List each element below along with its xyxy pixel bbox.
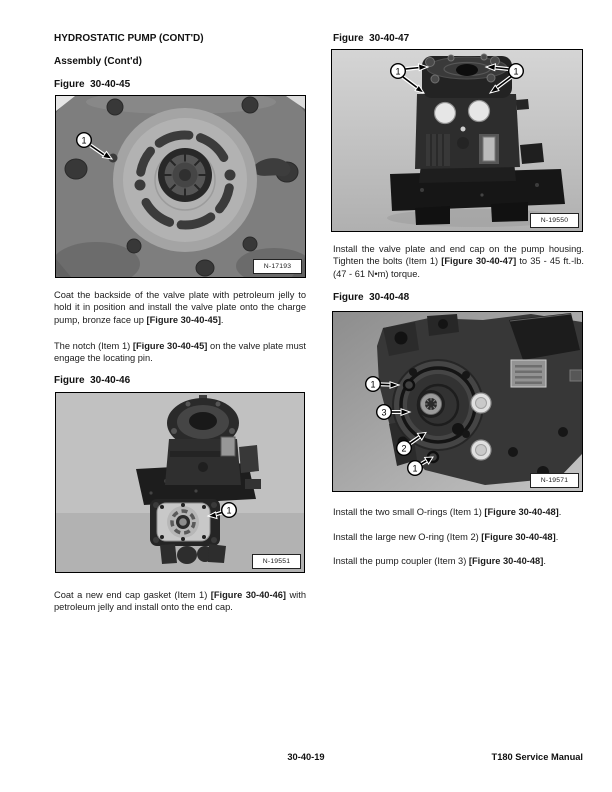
photo-id-label: N-19571: [530, 473, 579, 488]
body-paragraph-2: The notch (Item 1) [Figure 30-40-45] on the valve plate must engage the locating pin.: [54, 341, 306, 364]
body-paragraph-1: Coat the backside of the valve plate with petroleum jelly to hold it in position and install the valve plate onto the charge pump, bronze face up [Figure 30-40-45].: [54, 290, 306, 325]
pump-face-photo: [333, 312, 582, 491]
svg-text:1: 1: [513, 66, 519, 77]
fig47-callout-1: [391, 64, 406, 79]
figure-47-caption: Figure 30-40-47: [333, 33, 410, 44]
svg-text:1: 1: [81, 135, 87, 146]
pump-end-cap-photo: [56, 393, 304, 572]
photo-id-label: N-17193: [253, 259, 302, 274]
pump-housing-photo: [332, 50, 582, 231]
body-paragraph-7: Install the pump coupler (Item 3) [Figure 30-40-48].: [333, 556, 546, 566]
figure-48-caption: Figure 30-40-48: [333, 292, 410, 303]
fig48-callout-1: [366, 377, 381, 392]
body-paragraph-5: Install the two small O-rings (Item 1) [Figure 30-40-48].: [333, 507, 562, 517]
figure-45-caption: Figure 30-40-45: [54, 79, 131, 90]
section-heading: HYDROSTATIC PUMP (CONT'D): [54, 33, 204, 44]
svg-text:1: 1: [226, 505, 232, 516]
body-paragraph-3: Coat a new end cap gasket (Item 1) [Figure 30-40-46] with petroleum jelly and install onto the end cap.: [54, 590, 306, 613]
figure-45-photo: [55, 95, 306, 278]
figure-46-photo: [55, 392, 305, 573]
svg-text:1: 1: [370, 379, 376, 390]
manual-title: T180 Service Manual: [491, 752, 583, 762]
body-paragraph-4: Install the valve plate and end cap on the pump housing. Tighten the bolts (Item 1) [Figure 30-40-47] to 35 - 45 ft.-lb. (47 - 61 N•m) torque.: [333, 244, 584, 279]
svg-text:1: 1: [395, 66, 401, 77]
figure-46-caption: Figure 30-40-46: [54, 375, 131, 386]
page-number: 30-40-19: [287, 752, 325, 762]
fig48-callout-1b: [408, 461, 423, 476]
figure-48-photo: [332, 311, 583, 492]
photo-id-label: N-19550: [530, 213, 579, 228]
svg-text:1: 1: [412, 463, 418, 474]
fig48-callout-2: [397, 441, 412, 456]
svg-text:3: 3: [381, 407, 387, 418]
fig45-callout-1: [77, 133, 92, 148]
photo-id-label: N-19551: [252, 554, 301, 569]
fig48-callout-3: [377, 405, 392, 420]
svg-text:2: 2: [401, 443, 407, 454]
subsection-heading: Assembly (Cont'd): [54, 56, 142, 67]
figure-47-photo: [331, 49, 583, 232]
fig46-callout-1: [222, 503, 237, 518]
valve-plate-photo: [56, 96, 305, 277]
fig47-callout-2: [509, 64, 524, 79]
body-paragraph-6: Install the large new O-ring (Item 2) [Figure 30-40-48].: [333, 532, 559, 542]
